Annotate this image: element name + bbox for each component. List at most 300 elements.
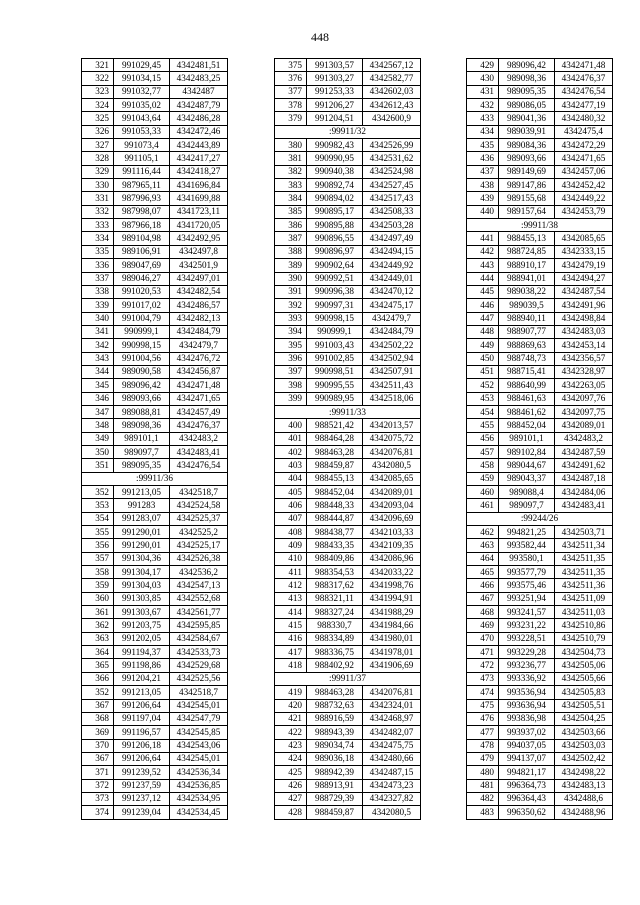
point-number: 423 [275,739,307,752]
point-number: 343 [82,352,114,365]
table-row [275,112,421,125]
point-number: 381 [275,152,307,165]
table-row [467,72,613,85]
point-number: 447 [467,312,499,325]
y-coordinate: 4341699,88 [170,192,228,205]
point-number: 379 [275,112,307,125]
y-coordinate: 4342449,01 [363,272,421,285]
x-coordinate: 991303,27 [307,72,363,85]
table-row [275,245,421,258]
y-coordinate: 4342502,94 [363,352,421,365]
y-coordinate: 4342484,06 [555,486,613,499]
table-row [275,99,421,112]
point-number: 480 [467,766,499,779]
table-row [82,766,228,779]
x-coordinate: 989093,66 [499,152,555,165]
x-coordinate: 990892,74 [307,179,363,192]
point-number: 340 [82,312,114,325]
table-row [82,459,228,472]
y-coordinate: 4342533,73 [170,646,228,659]
table-row [275,179,421,192]
x-coordinate: 989106,91 [114,245,170,258]
y-coordinate: 4342472,46 [170,125,228,138]
table-row [275,165,421,178]
x-coordinate: 991020,53 [114,285,170,298]
table-row [467,632,613,645]
point-number: 326 [82,125,114,138]
point-number: 442 [467,245,499,258]
y-coordinate: 4342497,8 [170,245,228,258]
y-coordinate: 4342472,29 [555,139,613,152]
x-coordinate: 988461,63 [499,392,555,405]
point-number: 367 [82,699,114,712]
y-coordinate: 4342503,66 [555,726,613,739]
point-number: 459 [467,472,499,485]
y-coordinate: 4342507,91 [363,365,421,378]
y-coordinate: 4342531,62 [363,152,421,165]
point-number: 416 [275,632,307,645]
table-row [467,125,613,138]
y-coordinate: 4342545,01 [170,699,228,712]
point-number: 436 [467,152,499,165]
y-coordinate: 4342517,43 [363,192,421,205]
point-number: 362 [82,619,114,632]
y-coordinate: 4342525,2 [170,526,228,539]
point-number: 359 [82,579,114,592]
table-row [467,646,613,659]
point-number: 353 [82,499,114,512]
point-number: 395 [275,339,307,352]
point-number: 412 [275,579,307,592]
x-coordinate: 988330,7 [307,619,363,632]
x-coordinate: 991303,57 [307,59,363,72]
x-coordinate: 990895,17 [307,205,363,218]
point-number: 462 [467,526,499,539]
x-coordinate: 989090,58 [114,365,170,378]
x-coordinate: 989034,74 [307,739,363,752]
y-coordinate: 4342494,27 [555,272,613,285]
x-coordinate: 991213,05 [114,486,170,499]
table-row [82,419,228,432]
point-number: 454 [467,405,499,418]
y-coordinate: 4342525,37 [170,512,228,525]
y-coordinate: 4342505,51 [555,699,613,712]
table-row [82,392,228,405]
point-number: 337 [82,272,114,285]
table-row [467,686,613,699]
point-number: 452 [467,379,499,392]
x-coordinate: 993836,98 [499,712,555,725]
parcel-id: :99244/26 [467,512,613,525]
y-coordinate: 4342497,49 [363,232,421,245]
point-number: 404 [275,472,307,485]
x-coordinate: 989046,27 [114,272,170,285]
x-coordinate: 987966,18 [114,219,170,232]
table-row [467,779,613,792]
table-row [467,726,613,739]
point-number: 373 [82,792,114,805]
y-coordinate: 4342511,35 [555,566,613,579]
point-number: 414 [275,606,307,619]
point-number: 387 [275,232,307,245]
x-coordinate: 989149,69 [499,165,555,178]
point-number: 476 [467,712,499,725]
x-coordinate: 991202,05 [114,632,170,645]
table-row [275,566,421,579]
point-number: 451 [467,365,499,378]
x-coordinate: 991290,01 [114,526,170,539]
point-number: 345 [82,379,114,392]
y-coordinate: 4342097,75 [555,405,613,418]
point-number: 408 [275,526,307,539]
point-number: 341 [82,325,114,338]
y-coordinate: 4341984,66 [363,619,421,632]
x-coordinate: 989157,64 [499,205,555,218]
point-number: 344 [82,365,114,378]
x-coordinate: 991034,15 [114,72,170,85]
point-number: 440 [467,205,499,218]
point-number: 332 [82,205,114,218]
x-coordinate: 991253,33 [307,85,363,98]
point-number: 441 [467,232,499,245]
y-coordinate: 4342491,62 [555,459,613,472]
point-number: 467 [467,592,499,605]
y-coordinate: 4341978,01 [363,646,421,659]
y-coordinate: 4342511,09 [555,592,613,605]
point-number: 415 [275,619,307,632]
point-number: 428 [275,806,307,819]
table-row [82,192,228,205]
point-number: 463 [467,539,499,552]
point-number: 450 [467,352,499,365]
parcel-id: :99911/33 [275,405,421,418]
y-coordinate: 4341906,69 [363,659,421,672]
table-row [82,526,228,539]
y-coordinate: 4342483,2 [170,432,228,445]
point-number: 361 [82,606,114,619]
y-coordinate: 4342453,14 [555,339,613,352]
y-coordinate: 4342476,54 [170,459,228,472]
table-row [82,499,228,512]
point-number: 384 [275,192,307,205]
x-coordinate: 989101,1 [114,432,170,445]
table-row [275,592,421,605]
point-number: 394 [275,325,307,338]
table-row [275,392,421,405]
x-coordinate: 990992,51 [307,272,363,285]
y-coordinate: 4342477,19 [555,99,613,112]
x-coordinate: 988941,01 [499,272,555,285]
x-coordinate: 988463,28 [307,686,363,699]
y-coordinate: 4342547,13 [170,579,228,592]
table-row [275,459,421,472]
x-coordinate: 994821,17 [499,766,555,779]
y-coordinate: 4342327,82 [363,792,421,805]
x-coordinate: 991032,77 [114,85,170,98]
point-number: 363 [82,632,114,645]
x-coordinate: 987998,07 [114,205,170,218]
point-number: 375 [275,59,307,72]
x-coordinate: 991304,36 [114,552,170,565]
x-coordinate: 988724,85 [499,245,555,258]
x-coordinate: 991105,1 [114,152,170,165]
x-coordinate: 989088,81 [114,405,170,418]
x-coordinate: 989097,7 [114,445,170,458]
x-coordinate: 991206,64 [114,752,170,765]
x-coordinate: 991303,85 [114,592,170,605]
point-number: 446 [467,299,499,312]
y-coordinate: 4342475,17 [363,299,421,312]
table-row [275,766,421,779]
x-coordinate: 989086,05 [499,99,555,112]
table-row [467,419,613,432]
x-coordinate: 989147,86 [499,179,555,192]
y-coordinate: 4342470,12 [363,285,421,298]
point-number: 390 [275,272,307,285]
x-coordinate: 988452,04 [307,486,363,499]
y-coordinate: 4342476,54 [555,85,613,98]
table-row [275,339,421,352]
y-coordinate: 4342453,79 [555,205,613,218]
y-coordinate: 4342582,77 [363,72,421,85]
table-row [467,205,613,218]
x-coordinate: 993937,02 [499,726,555,739]
x-coordinate: 991004,79 [114,312,170,325]
point-number: 429 [467,59,499,72]
point-number: 391 [275,285,307,298]
table-row [467,445,613,458]
y-coordinate: 4342524,98 [363,165,421,178]
table-row [82,312,228,325]
x-coordinate: 989039,5 [499,299,555,312]
point-number: 406 [275,499,307,512]
x-coordinate: 991073,4 [114,139,170,152]
point-number: 376 [275,72,307,85]
point-number: 483 [467,806,499,819]
y-coordinate: 4342483,13 [555,779,613,792]
x-coordinate: 991194,37 [114,646,170,659]
x-coordinate: 993580,1 [499,552,555,565]
table-row [82,606,228,619]
table-row [467,672,613,685]
table-row [275,712,421,725]
table-row [467,352,613,365]
y-coordinate: 4342552,68 [170,592,228,605]
x-coordinate: 991303,67 [114,606,170,619]
y-coordinate: 4342497,01 [170,272,228,285]
point-number: 407 [275,512,307,525]
y-coordinate: 4342543,06 [170,739,228,752]
x-coordinate: 988461,62 [499,405,555,418]
x-coordinate: 990895,88 [307,219,363,232]
x-coordinate: 988448,33 [307,499,363,512]
y-coordinate: 4342475,75 [363,739,421,752]
point-number: 417 [275,646,307,659]
y-coordinate: 4342452,42 [555,179,613,192]
point-number: 424 [275,752,307,765]
x-coordinate: 990990,95 [307,152,363,165]
point-number: 352 [82,486,114,499]
table-row [82,632,228,645]
x-coordinate: 990997,31 [307,299,363,312]
y-coordinate: 4342567,12 [363,59,421,72]
table-row [82,85,228,98]
y-coordinate: 4342468,97 [363,712,421,725]
point-number: 380 [275,139,307,152]
y-coordinate: 4341994,91 [363,592,421,605]
table-row [467,405,613,418]
x-coordinate: 993336,92 [499,672,555,685]
table-row [275,726,421,739]
point-number: 434 [467,125,499,138]
table-row [82,245,228,258]
x-coordinate: 991053,33 [114,125,170,138]
table-row [467,112,613,125]
y-coordinate: 4342487,79 [170,99,228,112]
point-number: 411 [275,566,307,579]
point-number: 397 [275,365,307,378]
table-row [82,512,228,525]
x-coordinate: 989041,36 [499,112,555,125]
x-coordinate: 988640,99 [499,379,555,392]
x-coordinate: 990998,51 [307,365,363,378]
x-coordinate: 991304,17 [114,566,170,579]
table-row [467,459,613,472]
x-coordinate: 991029,45 [114,59,170,72]
table-row [467,806,613,819]
y-coordinate: 4342487,15 [363,766,421,779]
x-coordinate: 988402,92 [307,659,363,672]
x-coordinate: 991239,04 [114,806,170,819]
point-number: 409 [275,539,307,552]
point-number: 402 [275,445,307,458]
table-row [467,526,613,539]
table-row [467,739,613,752]
y-coordinate: 4342526,38 [170,552,228,565]
x-coordinate: 988907,77 [499,325,555,338]
y-coordinate: 4342085,65 [363,472,421,485]
x-coordinate: 988438,77 [307,526,363,539]
y-coordinate: 4342480,66 [363,752,421,765]
x-coordinate: 991043,64 [114,112,170,125]
y-coordinate: 4342504,25 [555,712,613,725]
y-coordinate: 4342524,58 [170,499,228,512]
point-number: 427 [275,792,307,805]
x-coordinate: 988732,63 [307,699,363,712]
table-row [275,472,421,485]
x-coordinate: 993231,22 [499,619,555,632]
point-number: 475 [467,699,499,712]
point-number: 398 [275,379,307,392]
y-coordinate: 4342483,41 [170,445,228,458]
y-coordinate: 4342525,17 [170,539,228,552]
table-row [467,379,613,392]
x-coordinate: 989096,42 [499,59,555,72]
point-number: 413 [275,592,307,605]
table-row [82,352,228,365]
point-number: 430 [467,72,499,85]
x-coordinate: 989102,84 [499,445,555,458]
point-number: 383 [275,179,307,192]
y-coordinate: 4342595,85 [170,619,228,632]
table-row [467,339,613,352]
point-number: 378 [275,99,307,112]
y-coordinate: 4342492,95 [170,232,228,245]
table-row [467,766,613,779]
table-row [82,165,228,178]
point-number: 346 [82,392,114,405]
x-coordinate: 989096,42 [114,379,170,392]
point-number: 419 [275,686,307,699]
table-row [275,152,421,165]
y-coordinate: 4342476,37 [170,419,228,432]
point-number: 458 [467,459,499,472]
table-row [82,579,228,592]
point-number: 365 [82,659,114,672]
table-row [82,285,228,298]
y-coordinate: 4342534,45 [170,806,228,819]
table-row [467,499,613,512]
y-coordinate: 4341723,11 [170,205,228,218]
point-number: 366 [82,672,114,685]
parcel-header-row [275,672,421,685]
y-coordinate: 4342518,7 [170,686,228,699]
x-coordinate: 987996,93 [114,192,170,205]
table-row [467,85,613,98]
table-row [467,285,613,298]
x-coordinate: 990940,38 [307,165,363,178]
point-number: 333 [82,219,114,232]
x-coordinate: 988444,87 [307,512,363,525]
y-coordinate: 4342456,87 [170,365,228,378]
table-row [82,72,228,85]
point-number: 382 [275,165,307,178]
table-row [82,99,228,112]
x-coordinate: 996364,73 [499,779,555,792]
x-coordinate: 989098,36 [114,419,170,432]
table-row [467,792,613,805]
x-coordinate: 989104,98 [114,232,170,245]
page-number: 448 [311,30,329,44]
point-number: 330 [82,179,114,192]
point-number: 474 [467,686,499,699]
x-coordinate: 993241,57 [499,606,555,619]
point-number: 358 [82,566,114,579]
y-coordinate: 4342443,89 [170,139,228,152]
x-coordinate: 991213,05 [114,686,170,699]
point-number: 338 [82,285,114,298]
point-number: 479 [467,752,499,765]
x-coordinate: 989043,37 [499,472,555,485]
x-coordinate: 988916,59 [307,712,363,725]
coordinates-table-1 [81,58,228,820]
y-coordinate: 4342503,28 [363,219,421,232]
point-number: 433 [467,112,499,125]
x-coordinate: 988455,13 [307,472,363,485]
x-coordinate: 988869,63 [499,339,555,352]
table-row [275,539,421,552]
y-coordinate: 4342561,77 [170,606,228,619]
y-coordinate: 4342502,42 [555,752,613,765]
table-row [82,325,228,338]
x-coordinate: 988327,24 [307,606,363,619]
table-row [275,699,421,712]
table-row [82,672,228,685]
point-number: 367 [82,752,114,765]
table-row [275,792,421,805]
table-row [82,179,228,192]
table-row [275,779,421,792]
